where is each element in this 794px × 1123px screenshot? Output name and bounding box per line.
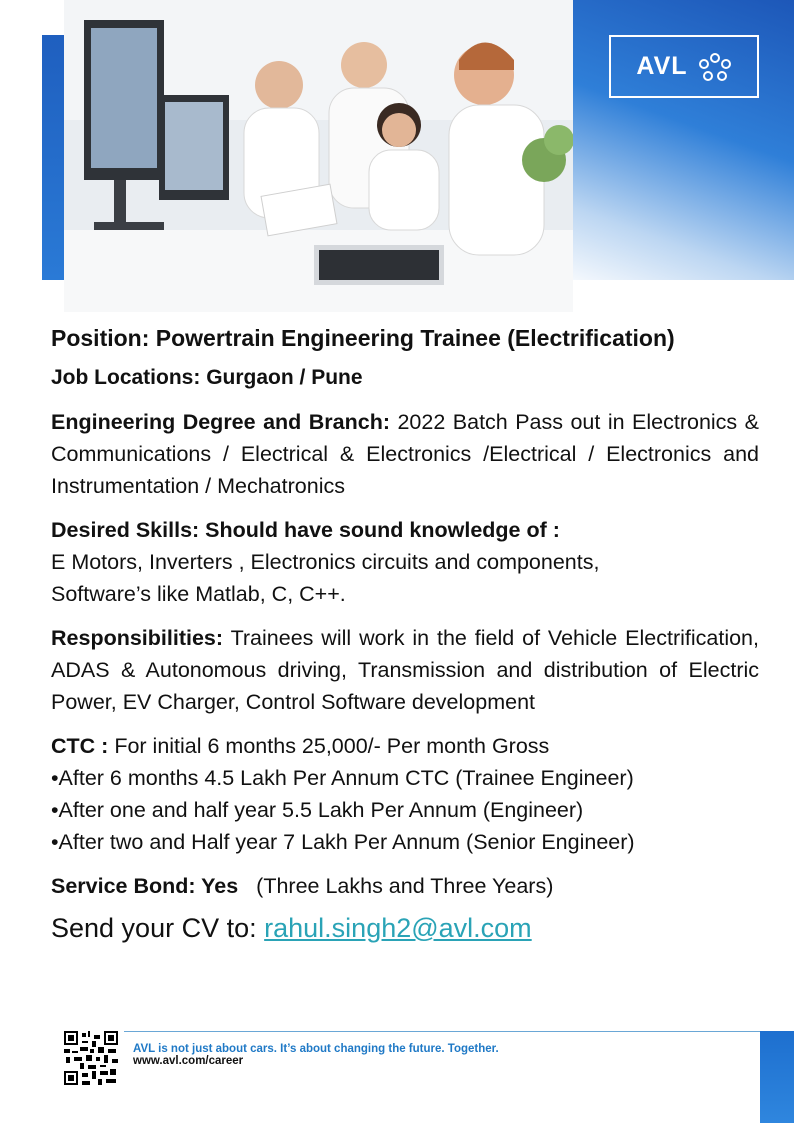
skills-line2: Software’s like Matlab, C, C++.	[51, 582, 346, 606]
footer-url[interactable]: www.avl.com/career	[133, 1055, 244, 1067]
position-line	[51, 322, 759, 354]
degree-value: 2022 Batch Pass out in Electronics & Communications / Electrical & Electronics /Electrical / Electronics and Instrumentation / Mechatronics	[51, 410, 759, 498]
header-photo	[64, 0, 573, 312]
left-blue-band	[42, 35, 64, 280]
footer-tagline: AVL is not just about cars. It’s about changing the future. Together.	[133, 1043, 499, 1055]
cv-email-link[interactable]: rahul.singh2@avl.com	[264, 913, 532, 943]
position-value: Powertrain Engineering Trainee (Electrification)	[155, 325, 675, 351]
ctc-section	[51, 730, 759, 858]
cv-label: Send your CV to:	[51, 913, 257, 943]
degree-section	[51, 406, 759, 502]
bond-line	[51, 870, 759, 902]
locations-line	[51, 362, 759, 394]
skills-section	[51, 514, 759, 610]
ctc-value: For initial 6 months 25,000/- Per month Gross	[114, 734, 550, 758]
skills-line1: E Motors, Inverters , Electronics circuits and components,	[51, 550, 600, 574]
footer-divider	[124, 1031, 760, 1032]
skills-label: Desired Skills: Should have sound knowledge of :	[51, 518, 560, 542]
ctc-item: •After two and Half year 7 Lakh Per Annum (Senior Engineer)	[51, 830, 635, 854]
qr-code-icon[interactable]	[64, 1031, 118, 1085]
logo-text: AVL	[636, 52, 688, 80]
ctc-label: CTC :	[51, 734, 109, 758]
position-label: Position:	[51, 325, 150, 351]
avl-flower-icon	[698, 52, 732, 82]
locations-label: Job Locations:	[51, 366, 201, 389]
bond-value: (Three Lakhs and Three Years)	[256, 874, 554, 898]
responsibilities-section	[51, 622, 759, 718]
locations-value: Gurgaon / Pune	[206, 366, 363, 389]
responsibilities-value: Trainees will work in the field of Vehicle Electrification, ADAS & Autonomous driving, Transmission and distribution of Electric Power, EV Charger, Control Software development	[51, 626, 759, 714]
footer-text	[133, 1043, 499, 1067]
degree-label: Engineering Degree and Branch:	[51, 410, 390, 434]
job-posting-content	[51, 322, 759, 944]
ctc-item: •After one and half year 5.5 Lakh Per Annum (Engineer)	[51, 798, 584, 822]
bond-label: Service Bond: Yes	[51, 874, 239, 898]
responsibilities-label: Responsibilities:	[51, 626, 224, 650]
avl-logo	[609, 35, 759, 98]
ctc-item: •After 6 months 4.5 Lakh Per Annum CTC (Trainee Engineer)	[51, 766, 634, 790]
ctc-line	[51, 730, 759, 762]
cv-line	[51, 912, 759, 944]
footer-blue-bar	[760, 1031, 794, 1123]
